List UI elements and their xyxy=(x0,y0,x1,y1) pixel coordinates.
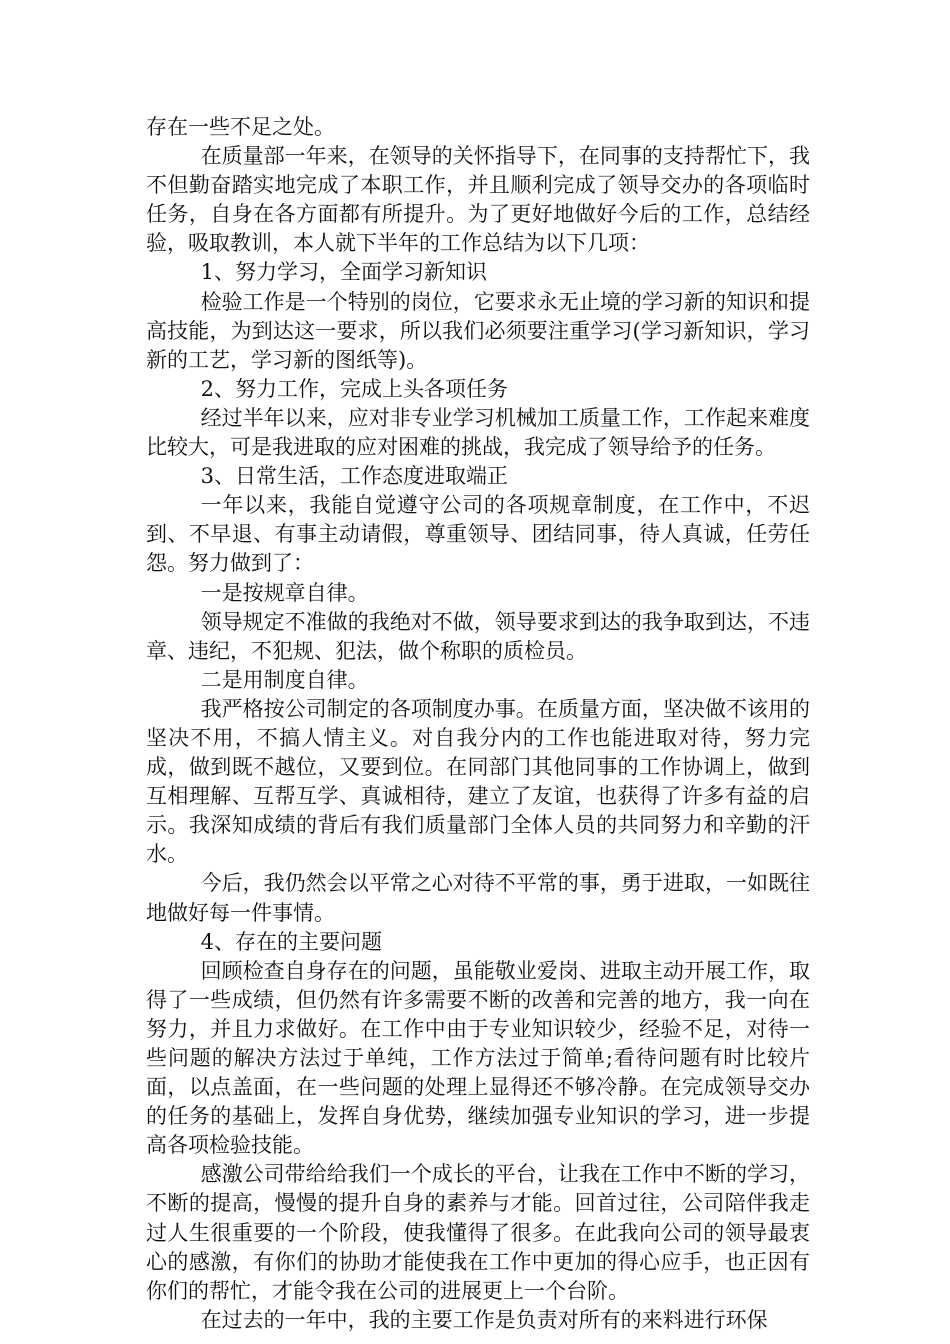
paragraph-8: 一是按规章自律。 xyxy=(200,580,369,605)
paragraph-2: 1、努力学习，全面学习新知识 xyxy=(200,260,487,285)
paragraph-14: 回顾检查自身存在的问题，虽能敬业爱岗、进取主动开展工作，取得了一些成绩，但仍然有许多需要不断的改善和完善的地方，我一向在努力，并且力求做好。在工作中由于专业知识较少，经验不足，对待一些问题的解决方法过于单纯，工作方法过于简单;看待问题有时比较片面，以点盖面，在一些问题的处理上显得还不够冷静。在完成领导交办的任务的基础上，发挥自身优势，继续加强专业知识的学习，进一步提高各项检验技能。 xyxy=(146,958,810,1158)
paragraph-4: 2、努力工作，完成上头各项任务 xyxy=(200,376,508,401)
paragraph-9: 领导规定不准做的我绝对不做，领导要求到达的我争取到达，不违章、违纪，不犯规、犯法，做个称职的质检员。 xyxy=(146,609,810,663)
paragraph-13: 4、存在的主要问题 xyxy=(200,929,382,954)
paragraph-16: 在过去的一年中，我的主要工作是负责对所有的来料进行环保 xyxy=(200,1307,768,1332)
paragraph-15: 感激公司带给给我们一个成长的平台，让我在工作中不断的学习，不断的提高，慢慢的提升自身的素养与才能。回首过往，公司陪伴我走过人生很重要的一个阶段，使我懂得了很多。在此我向公司的领导最衷心的感激，有你们的协助才能使我在工作中更加的得心应手，也正因有你们的帮忙，才能令我在公司的进展更上一个台阶。 xyxy=(146,1162,810,1303)
paragraph-10: 二是用制度自律。 xyxy=(200,667,369,692)
paragraph-0: 存在一些不足之处。 xyxy=(146,115,335,139)
paragraph-5: 经过半年以来，应对非专业学习机械加工质量工作，工作起来难度比较大，可是我进取的应对困难的挑战，我完成了领导给予的任务。 xyxy=(146,405,810,460)
paragraph-12: 今后，我仍然会以平常之心对待不平常的事，勇于进取，一如既往地做好每一件事情。 xyxy=(146,871,810,925)
paragraph-6: 3、日常生活，工作态度进取端正 xyxy=(200,464,508,489)
paragraph-7: 一年以来，我能自觉遵守公司的各项规章制度，在工作中，不迟到、不早退、有事主动请假，尊重领导、团结同事，待人真诚，任劳任怨。努力做到了： xyxy=(146,493,810,576)
paragraph-3: 检验工作是一个特别的岗位，它要求永无止境的学习新的知识和提高技能，为到达这一要求，所以我们必须要注重学习(学习新知识，学习新的工艺，学习新的图纸等)。 xyxy=(146,289,810,372)
paragraph-11: 我严格按公司制定的各项制度办事。在质量方面，坚决做不该用的坚决不用，不搞人情主义。对自我分内的工作也能进取对待，努力完成，做到既不越位，又要到位。在同部门其他同事的工作协调上，做到互相理解、互帮互学、真诚相待，建立了友谊，也获得了许多有益的启示。我深知成绩的背后有我们质量部门全体人员的共同努力和辛勤的汗水。 xyxy=(146,696,810,867)
document-page xyxy=(146,113,810,1335)
paragraph-1: 在质量部一年来，在领导的关怀指导下，在同事的支持帮忙下，我不但勤奋踏实地完成了本职工作，并且顺利完成了领导交办的各项临时任务，自身在各方面都有所提升。为了更好地做好今后的工作，总结经验，吸取教训，本人就下半年的工作总结为以下几项： xyxy=(146,144,810,256)
